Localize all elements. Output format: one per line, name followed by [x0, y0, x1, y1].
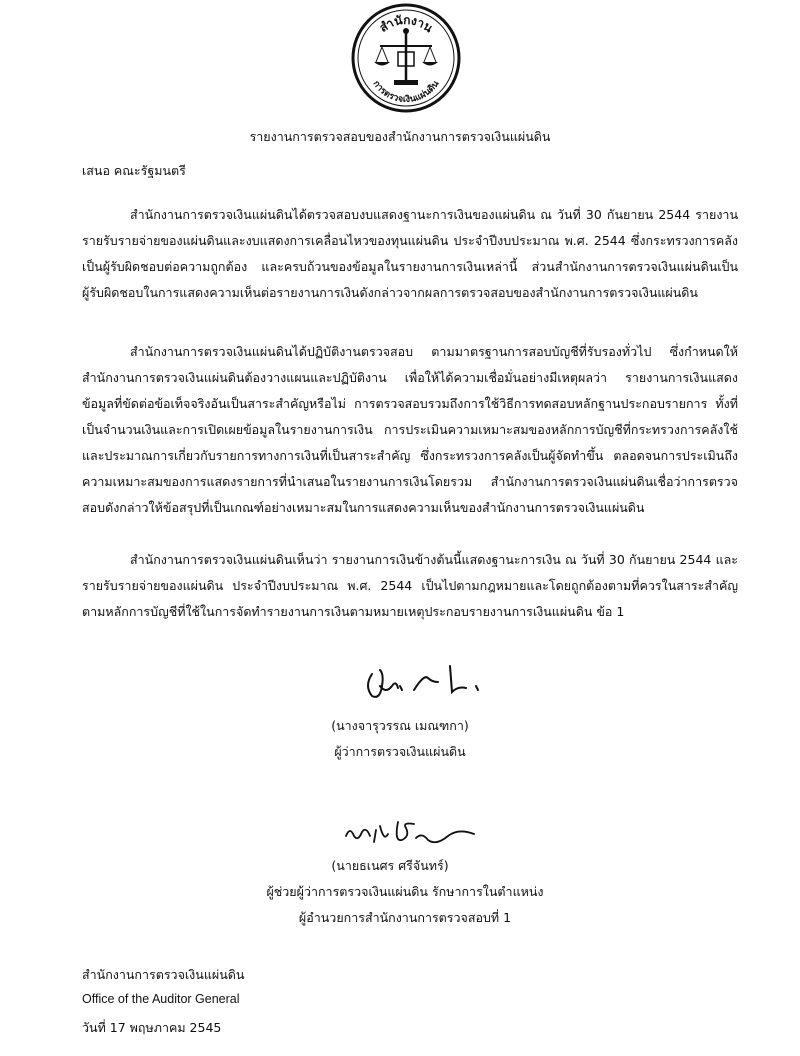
signature-2-icon: [340, 812, 480, 852]
paragraph-2-text: สำนักงานการตรวจเงินแผ่นดินได้ปฏิบัติงานตรวจสอบ ตามมาตรฐานการสอบบัญชีที่รับรองทั่วไป ซึ่งกำหนดให้สำนักงานการตรวจเงินแผ่นดินต้องวางแผนและปฏิบัติงาน เพื่อให้ได้ความเชื่อมั่นอย่างมีเหตุผลว่า รายงานการเงินแสดงข้อมูลที่ขัดต่อข้อเท็จจริงอันเป็นสาระสำคัญหรือไม่ การตรวจสอบรวมถึงการใช้วิธีการทดสอบหลักฐานประกอบรายการ ทั้งที่เป็นจำนวนเงินและการเปิดเผยข้อมูลในรายงานการเงิน การประเมินความเหมาะสมของหลักการบัญชีที่กระทรวงการคลังใช้และประมาณการเกี่ยวกับรายการทางการเงินที่เป็นสาระสำคัญ ซึ่งกระทรวงการคลังเป็นผู้จัดทำขึ้น ตลอดจนการประเมินถึงความเหมาะสมของการแสดงรายการที่นำเสนอในรายงานการเงินโดยรวม สำนักงานการตรวจเงินแผ่นดินเชื่อว่าการตรวจสอบดังกล่าวให้ข้อสรุปที่เป็นเกณฑ์อย่างเหมาะสมในการแสดงความเห็นของสำนักงานการตรวจเงินแผ่นดิน: [82, 344, 738, 515]
paragraph-3: [82, 547, 738, 625]
signatory-1-name: (นางจารุวรรณ เมณฑกา): [331, 718, 469, 733]
signatory-2-title-line-1: ผู้ช่วยผู้ว่าการตรวจเงินแผ่นดิน รักษาการในตำแหน่ง: [266, 884, 544, 899]
footer-office-english: Office of the Auditor General: [82, 992, 240, 1006]
paragraph-2: [82, 339, 738, 521]
footer-office-thai: สำนักงานการตรวจเงินแผ่นดิน: [82, 967, 245, 982]
paragraph-1-text: สำนักงานการตรวจเงินแผ่นดินได้ตรวจสอบงบแสดงฐานะการเงินของแผ่นดิน ณ วันที่ 30 กันยายน 2544 รายงานรายรับรายจ่ายของแผ่นดินและงบแสดงการเคลื่อนไหวของทุนแผ่นดิน ประจำปีงบประมาณ พ.ศ. 2544 ซึ่งกระทรวงการคลังเป็นผู้รับผิดชอบต่อความถูกต้อง และครบถ้วนของข้อมูลในรายงานการเงินเหล่านี้ ส่วนสำนักงานการตรวจเงินแผ่นดินเป็นผู้รับผิดชอบในการแสดงความเห็นต่อรายงานการเงินดังกล่าวจากผลการตรวจสอบของสำนักงานการตรวจเงินแผ่นดิน: [82, 207, 738, 300]
seal-bottom-text: การตรวจเงินแผ่นดิน: [370, 79, 442, 106]
addressee: เสนอ คณะรัฐมนตรี: [82, 163, 186, 178]
signature-1-icon: [362, 656, 492, 704]
signatory-2-name: (นายธเนศร ศรีจันทร์): [331, 858, 449, 873]
office-seal-icon: [350, 2, 462, 114]
report-title: รายงานการตรวจสอบของสำนักงานการตรวจเงินแผ่นดิน: [249, 129, 551, 144]
signatory-1-title: ผู้ว่าการตรวจเงินแผ่นดิน: [334, 744, 466, 759]
paragraph-1: [82, 202, 738, 306]
seal-top-text: สำนักงาน: [377, 12, 436, 36]
footer-date: วันที่ 17 พฤษภาคม 2545: [82, 1020, 222, 1035]
paragraph-3-text: สำนักงานการตรวจเงินแผ่นดินเห็นว่า รายงานการเงินข้างต้นนี้แสดงฐานะการเงิน ณ วันที่ 30 กันยายน 2544 และรายรับรายจ่ายของแผ่นดิน ประจำปีงบประมาณ พ.ศ. 2544 เป็นไปตามกฎหมายและโดยถูกต้องตามที่ควรในสาระสำคัญ ตามหลักการบัญชีที่ใช้ในการจัดทำรายงานการเงินตามหมายเหตุประกอบรายงานการเงินแผ่นดิน ข้อ 1: [82, 552, 738, 619]
signatory-2-title-line-2: ผู้อำนวยการสำนักงานการตรวจสอบที่ 1: [298, 910, 512, 925]
